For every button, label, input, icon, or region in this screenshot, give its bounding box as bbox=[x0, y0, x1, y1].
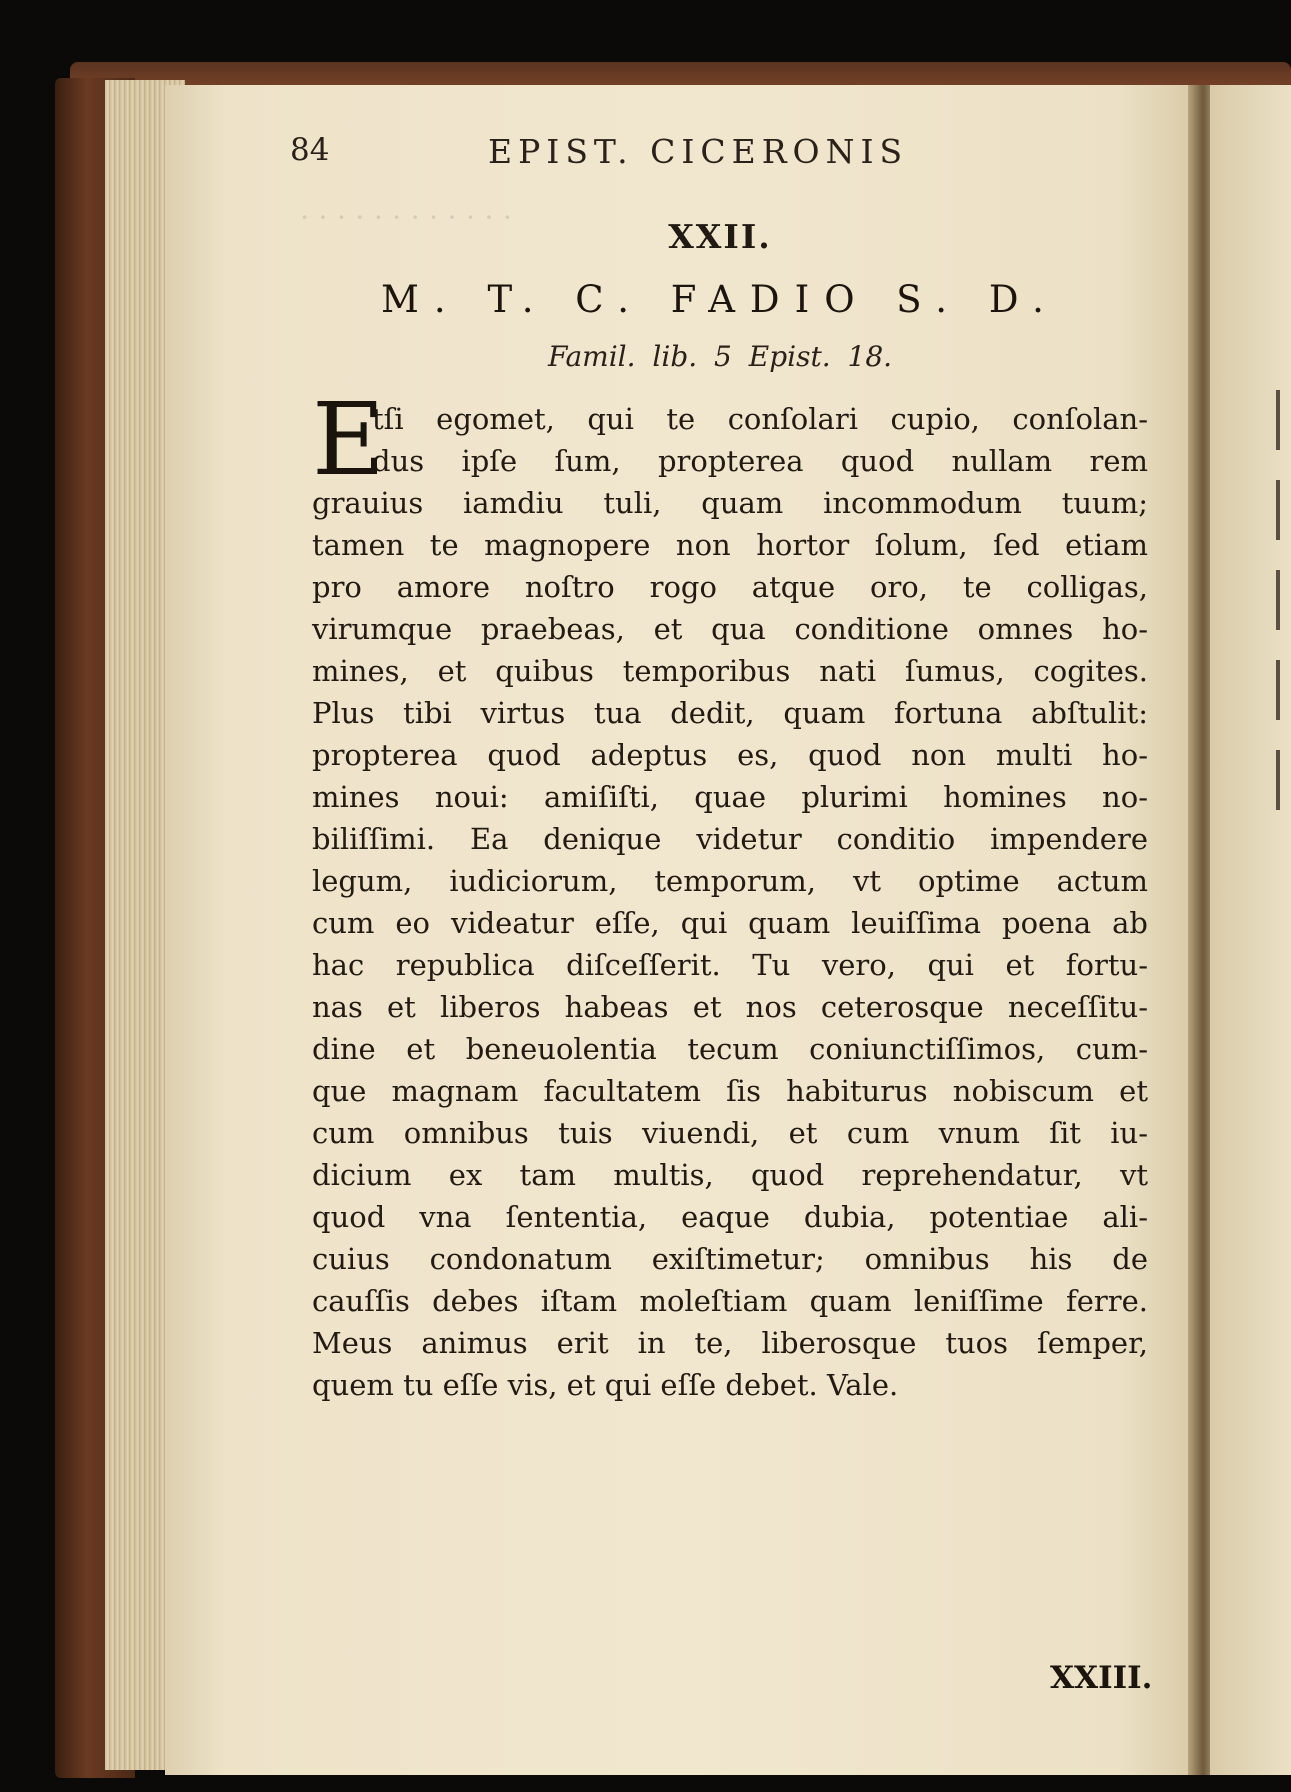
text-line: quod vna ſententia, eaque dubia, potentiae ali- bbox=[312, 1200, 1148, 1234]
text-line: cum eo videatur eſſe, qui quam leuiſſima poena ab bbox=[312, 906, 1148, 940]
letter-title: M. T. C. FADIO S. D. bbox=[381, 278, 1059, 321]
page-number: 84 bbox=[290, 132, 330, 168]
text-line: mines noui: amiſiſti, quae plurimi homines no- bbox=[312, 780, 1148, 814]
show-through-text: · · · · · · · · · · · · bbox=[300, 200, 513, 234]
letter-source: Famil. lib. 5 Epist. 18. bbox=[547, 340, 893, 373]
text-line: dine et beneuolentia tecum coniunctiſſimos, cum- bbox=[312, 1032, 1148, 1066]
text-line: biliſſimi. Ea denique videtur conditio impendere bbox=[312, 822, 1148, 856]
text-line: Plus tibi virtus tua dedit, quam fortuna abſtulit: bbox=[312, 696, 1148, 730]
facing-page-text-fragments bbox=[1276, 390, 1286, 840]
facing-page-edge bbox=[1210, 85, 1291, 1775]
text-line: dus ipſe ſum, propterea quod nullam rem bbox=[372, 444, 1148, 478]
text-line: nas et liberos habeas et nos ceterosque neceſſitu- bbox=[312, 990, 1148, 1024]
text-line: mines, et quibus temporibus nati ſumus, cogites. bbox=[312, 654, 1148, 688]
text-line: virumque praebeas, et qua conditione omnes ho- bbox=[312, 612, 1148, 646]
text-line: cauſſis debes iſtam moleſtiam quam leniſſime ferre. bbox=[312, 1284, 1148, 1318]
text-line: tamen te magnopere non hortor ſolum, ſed etiam bbox=[312, 528, 1148, 562]
text-line: pro amore noſtro rogo atque oro, te colligas, bbox=[312, 570, 1148, 604]
text-line: cuius condonatum exiſtimetur; omnibus his de bbox=[312, 1242, 1148, 1276]
running-head: EPIST. CICERONIS bbox=[488, 132, 909, 171]
letter-body bbox=[312, 381, 1148, 1406]
text-line: dicium ex tam multis, quod reprehendatur, vt bbox=[312, 1158, 1148, 1192]
text-line: que magnam facultatem ſis habiturus nobiscum et bbox=[312, 1074, 1148, 1108]
text-line: cum omnibus tuis viuendi, et cum vnum ſit iu- bbox=[312, 1116, 1148, 1150]
page-header bbox=[290, 132, 1150, 182]
catchword: XXIII. bbox=[1050, 1660, 1153, 1696]
text-line: quem tu eſſe vis, et qui eſſe debet. Vale. bbox=[312, 1368, 899, 1402]
text-line: hac republica diſceſſerit. Tu vero, qui et fortu- bbox=[312, 948, 1148, 982]
drop-cap: E bbox=[312, 381, 385, 498]
text-line: tſi egomet, qui te conſolari cupio, conſolan- bbox=[372, 402, 1148, 436]
letter-number: XXII. bbox=[668, 217, 772, 256]
text-line: legum, iudiciorum, temporum, vt optime actum bbox=[312, 864, 1148, 898]
text-line: grauius iamdiu tuli, quam incommodum tuum; bbox=[312, 486, 1148, 520]
text-line: Meus animus erit in te, liberosque tuos ſemper, bbox=[312, 1326, 1148, 1360]
text-line: propterea quod adeptus es, quod non multi ho- bbox=[312, 738, 1148, 772]
